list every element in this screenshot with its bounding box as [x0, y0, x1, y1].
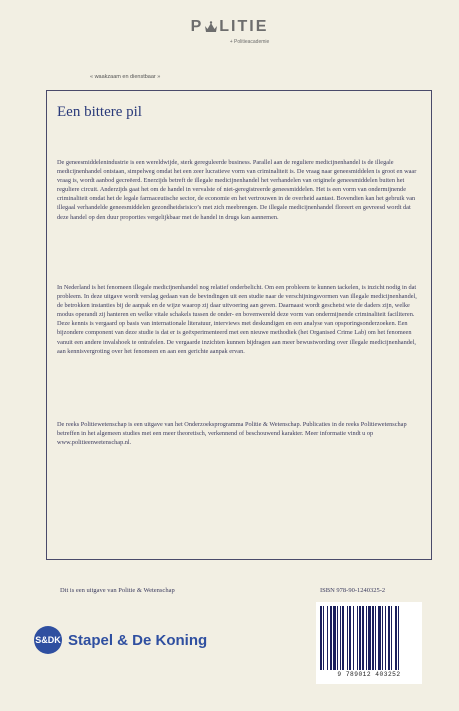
- barcode-bar: [340, 606, 341, 670]
- barcode-bar: [330, 606, 332, 670]
- logo-subtitle: + Politieacademie: [229, 39, 270, 45]
- barcode-bar: [398, 606, 399, 670]
- isbn-barcode: [316, 602, 422, 684]
- paragraph-intro: De geneesmiddelenindustrie is een wereldwijde, sterk gereguleerde business. Parallel aan de reguliere medicijnenhandel is de illegale medicijnenhandel ontstaan, simpelweg omdat het een zeer lucratieve vorm van criminaliteit is. De vraag naar geneesmiddelen is groot en waar vraag is, wordt aanbod gecreëerd. Enerzijds betreft de illegale medicijnenhandel het verhandelen van originele geneesmiddelen buiten het reguliere circuit. Anderzijds gaat het om de handel in vervalste of niet-geregistreerde geneesmiddelen. Het is een vorm van ondermijnende criminaliteit omdat het de legale farmaceutische sector, de economie en het vertrouwen in de overheid aantast. Bovendien kan het gebruik van illegaal verhandelde geneesmiddelen gezondheidsrisico’s met zich meebrengen. De illegale medicijnenhandel floreert en gevreesd wordt dat deze handel op den duur proporties vergelijkbaar met de handel in drugs kan aannemen.: [57, 159, 417, 221]
- barcode-bar: [366, 606, 367, 670]
- paragraph-series: De reeks Politiewetenschap is een uitgave van het Onderzoeksprogramma Politie & Wetenschap. Publicaties in de reeks Politiewetenschap betreffen in het algemeen studies met een meer theoretisch, verkennend of beschouwend karakter. Meer informatie vindt u op www.politieenwetenschap.nl.: [57, 421, 407, 447]
- publisher-note: Dit is een uitgave van Politie & Wetenschap: [60, 587, 175, 594]
- barcode-bar: [323, 606, 324, 670]
- barcode-bar: [353, 606, 354, 670]
- barcode-bar: [347, 606, 348, 670]
- barcode-bar: [385, 606, 386, 670]
- barcode-bar: [333, 606, 336, 670]
- book-title: Een bittere pil: [57, 104, 142, 120]
- barcode-bar: [362, 606, 364, 670]
- barcode-bar: [378, 606, 381, 670]
- barcode-bar: [342, 606, 344, 670]
- barcode-bar: [327, 606, 328, 670]
- barcode-bar: [349, 606, 351, 670]
- barcode-bar: [359, 606, 361, 670]
- paragraph-study: In Nederland is het fenomeen illegale medicijnenhandel nog relatief onderbelicht. Om een probleem te kunnen tackelen, is inzicht nodig in dat probleem. In deze uitgave wordt verslag gedaan van de bevindingen uit een studie naar de verschijningsvormen van illegale medicijnenhandel, de betrokken instanties bij de aanpak en de wijze waarop zij daar uitvoering aan geven. Daarnaast wordt geschetst wie de daders zijn, welke modus operandi zij hanteren en welke vitale schakels tussen de onder- en bovenwereld deze vorm van ondermijnende criminaliteit faciliteren. Deze kennis is vergaard op basis van internationale literatuur, interviews met deskundigen en een analyse van opsporingsonderzoeken. Een bijzondere component van deze studie is dat er is geëxperimenteerd met een nieuwe methodiek (het Organised Crime Lab) om het fenomeen vanuit een andere invalshoek te ontrafelen. De vergaarde inzichten kunnen bijdragen aan meer bewustwording over illegale medicijnenhandel, aan kennisvergroting over het fenomeen en aan een gerichte aanpak ervan.: [57, 284, 417, 355]
- barcode-bar: [337, 606, 338, 670]
- publisher-logo: [34, 626, 207, 654]
- barcode-bar: [372, 606, 374, 670]
- barcode-bar: [388, 606, 390, 670]
- logo-letter-p: P: [190, 18, 204, 35]
- politie-logo: [0, 18, 459, 45]
- logo-wordmark: [191, 18, 269, 36]
- publisher-mark-text: S&DK: [35, 635, 61, 645]
- barcode-bar: [368, 606, 371, 670]
- publisher-mark-icon: [34, 626, 62, 654]
- barcode-bar: [375, 606, 376, 670]
- barcode-bar: [391, 606, 392, 670]
- barcode-digits: 9 789012 403252: [337, 671, 401, 678]
- barcode-bar: [320, 606, 322, 670]
- isbn-number: ISBN 978-90-1240325-2: [320, 587, 386, 594]
- publisher-name: Stapel & De Koning: [68, 631, 208, 649]
- barcode-bar: [395, 606, 397, 670]
- barcode-bar: [357, 606, 358, 670]
- crown-icon: [204, 21, 218, 33]
- logo-letters-litie: LITIE: [219, 18, 269, 35]
- tagline: « waakzaam en dienstbaar »: [90, 74, 161, 80]
- barcode-bar: [382, 606, 383, 670]
- barcode-icon: [320, 606, 418, 670]
